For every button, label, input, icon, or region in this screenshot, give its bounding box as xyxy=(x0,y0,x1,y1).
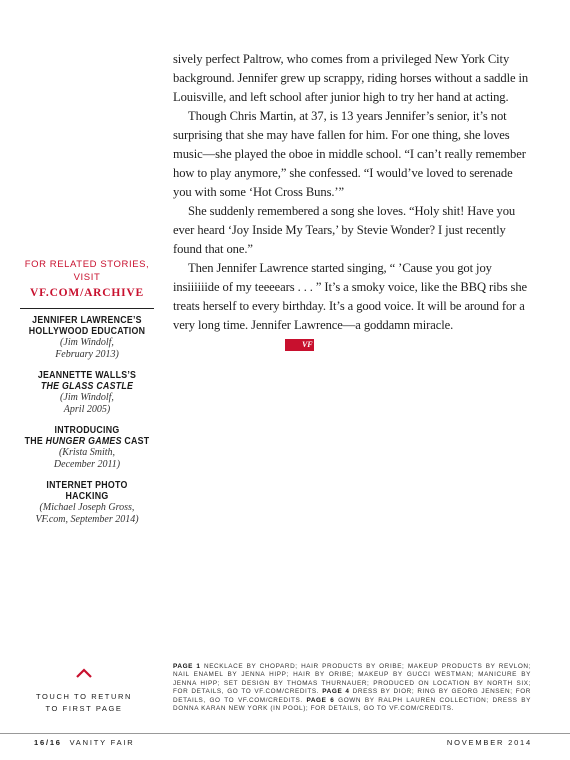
related-story-credit-line: (Jim Windolf, xyxy=(60,337,114,348)
page-number: 16/16 xyxy=(34,738,62,747)
related-story-title-line: INTERNET PHOTO HACKING xyxy=(46,480,128,502)
related-story-title-line: HOLLYWOOD EDUCATION xyxy=(28,326,146,337)
related-story-3[interactable] xyxy=(16,425,158,471)
related-story-title-line xyxy=(25,381,150,392)
credits-text: GOWN BY RALPH LAUREN COLLECTION; DRESS BY DONNA KARAN NEW YORK (IN POOL); FOR DETAILS, GO TO VF.COM/CREDITS. xyxy=(173,696,531,713)
related-story-title-line xyxy=(25,436,150,447)
article-paragraph-2: Though Chris Martin, at 37, is 13 years Jennifer’s senior, it’s not surprising that she may have fallen for him. For one thing, she loves music—she played the oboe in middle school. “I can’t really remember how to play anymore,” she confessed. “I would’ve loved to serenade you with some ‘Hot Cross Buns.’” xyxy=(173,109,526,199)
related-story-credit xyxy=(16,502,158,526)
related-story-2[interactable] xyxy=(16,370,158,416)
photo-credits xyxy=(173,663,531,713)
chevron-up-icon xyxy=(76,668,92,678)
return-to-first-page-button[interactable] xyxy=(34,668,134,715)
article-paragraph-3: She suddenly remembered a song she loves. “Holy shit! Have you ever heard ‘Joy Inside My Tears,’ by Stevie Wonder? I just recently found that one.” xyxy=(173,204,516,256)
related-story-title xyxy=(25,480,150,502)
archive-link[interactable]: VF.COM/ARCHIVE xyxy=(30,287,144,299)
credits-page-label: PAGE 4 xyxy=(322,688,350,696)
article-paragraph-1: sively perfect Paltrow, who comes from a privileged New York City background. Jennifer grew up scrappy, riding horses without a saddle in Louisville, and left school after junior high to try her hand at acting. xyxy=(173,52,529,104)
footer-divider xyxy=(0,733,570,734)
folio-issue-date: NOVEMBER 2014 xyxy=(446,738,532,747)
related-story-title xyxy=(25,370,150,392)
related-story-credit xyxy=(16,392,158,416)
related-stories-sidebar xyxy=(16,258,158,535)
credits-page-label: PAGE 1 xyxy=(173,663,201,670)
magazine-name: VANITY FAIR xyxy=(69,738,135,747)
related-story-title-part: CAST xyxy=(121,436,150,447)
related-story-title-line: JENNIFER LAWRENCE’S xyxy=(32,315,142,326)
related-stories-heading: FOR RELATED STORIES, VISIT xyxy=(24,259,150,283)
article-paragraph-4 xyxy=(173,259,531,354)
related-story-title-part: THE xyxy=(24,436,46,447)
related-story-title-italic: HUNGER GAMES xyxy=(45,436,122,447)
credits-page-label: PAGE 6 xyxy=(306,696,335,704)
related-story-4[interactable] xyxy=(16,480,158,526)
related-story-credit-line: December 2011) xyxy=(53,459,121,470)
vf-end-mark-icon: VF xyxy=(285,339,314,351)
related-story-title-italic: THE GLASS CASTLE xyxy=(40,381,134,392)
related-story-title xyxy=(25,315,150,337)
related-story-credit-line: VF.com, September 2014) xyxy=(35,514,139,525)
related-story-title xyxy=(25,425,150,447)
credits-text: NECKLACE BY CHOPARD; HAIR PRODUCTS BY ORIBE; MAKEUP PRODUCTS BY REVLON; NAIL ENAMEL BY JENNA HIPP; HAIR BY ORIBE; MAKEUP BY GUCCI WESTMAN; MANICURE BY JENNA HIPP; SET DESIGN BY THOMAS THURNAUER; PRODUCED ON LOCATION BY NORTH SIX; FOR DETAILS, GO TO VF.COM/CREDITS. xyxy=(173,663,531,696)
related-story-title-line: INTRODUCING xyxy=(54,425,120,436)
article-paragraph-4-text: Then Jennifer Lawrence started singing, “ ’Cause you got joy insiiiiiide of my teeeears . . . ” It’s a smoky voice, like the BBQ ribs she treats herself to every birthday. It’s a good voice. It will be around for a very long time. Jennifer Lawrence—a goddamn miracle. xyxy=(173,261,528,332)
related-story-title-line: JEANNETTE WALLS’S xyxy=(37,370,137,381)
related-story-credit-line: February 2013) xyxy=(55,349,119,360)
credits-text: DRESS BY DIOR; RING BY GEORG JENSEN; FOR DETAILS, GO TO VF.COM/CREDITS. xyxy=(173,688,531,704)
article-body xyxy=(173,50,531,354)
folio-left xyxy=(34,738,135,747)
related-story-credit xyxy=(16,337,158,361)
return-label-line: TOUCH TO RETURN xyxy=(35,692,133,701)
sidebar-divider xyxy=(20,308,154,309)
related-story-credit xyxy=(16,447,158,471)
related-story-credit-line: (Michael Joseph Gross, xyxy=(39,502,135,513)
return-label-line: TO FIRST PAGE xyxy=(45,704,123,713)
related-story-credit-line: (Jim Windolf, xyxy=(60,392,114,403)
related-story-credit-line: April 2005) xyxy=(63,404,111,415)
related-story-1[interactable] xyxy=(16,315,158,361)
related-story-credit-line: (Krista Smith, xyxy=(58,447,116,458)
